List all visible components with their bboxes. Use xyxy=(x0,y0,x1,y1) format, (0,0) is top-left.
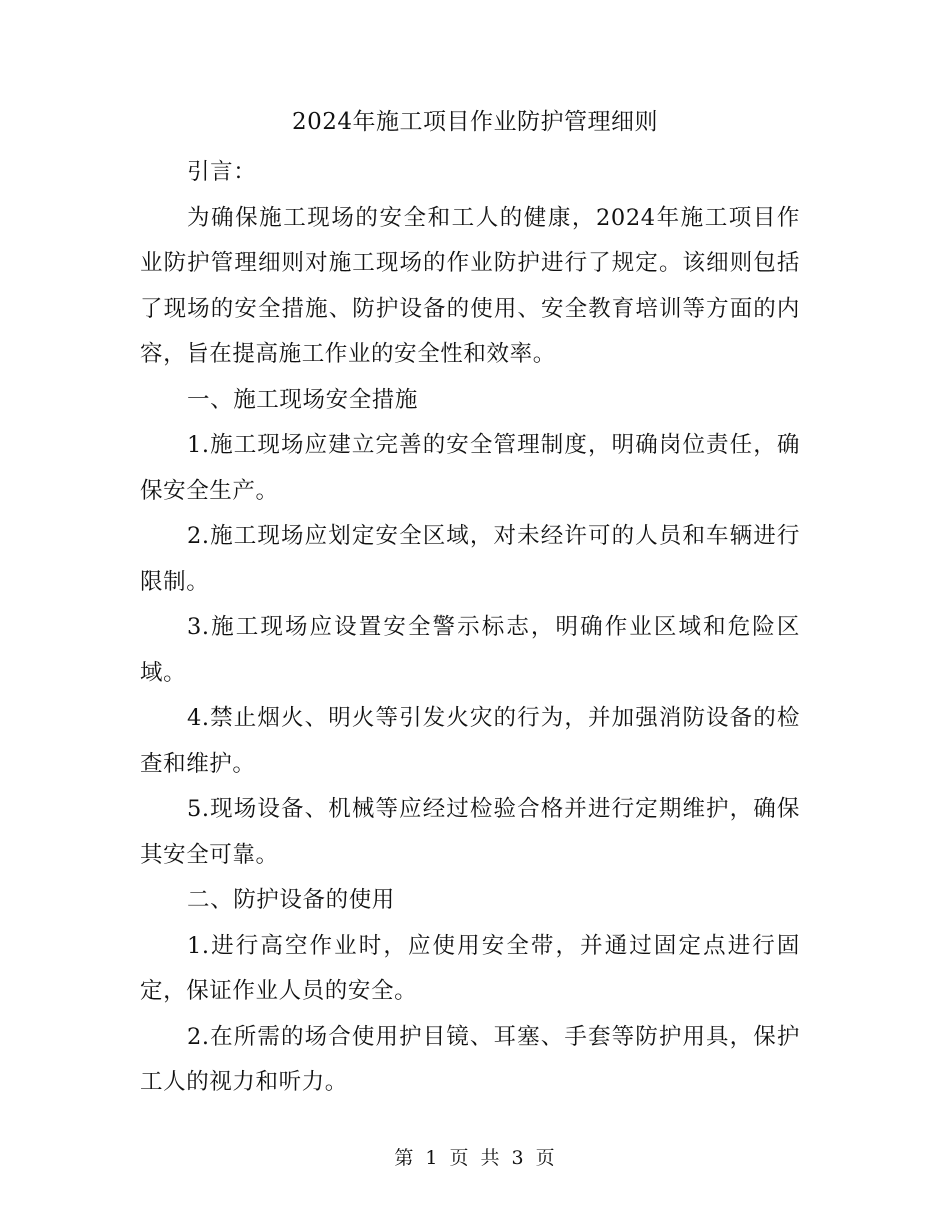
list-item: 5.现场设备、机械等应经过检验合格并进行定期维护，确保其安全可靠。 xyxy=(140,796,800,868)
page-number-footer: 第 1 页 共 3 页 xyxy=(394,1147,556,1169)
section-heading-site-safety: 一、施工现场安全措施 xyxy=(187,386,419,413)
list-item: 3.施工现场应设置安全警示标志，明确作业区域和危险区域。 xyxy=(140,614,800,686)
list-item: 4.禁止烟火、明火等引发火灾的行为，并加强消防设备的检查和维护。 xyxy=(140,705,800,777)
document-body xyxy=(140,150,800,1106)
intro-paragraph: 为确保施工现场的安全和工人的健康，2024年施工项目作业防护管理细则对施工现场的作业防护进行了规定。该细则包括了现场的安全措施、防护设备的使用、安全教育培训等方面的内容，旨在提高施工作业的安全性和效率。 xyxy=(140,204,800,367)
document-title: 2024年施工项目作业防护管理细则 xyxy=(291,109,659,135)
list-item: 1.进行高空作业时，应使用安全带，并通过固定点进行固定，保证作业人员的安全。 xyxy=(140,932,800,1004)
list-item: 2.在所需的场合使用护目镜、耳塞、手套等防护用具，保护工人的视力和听力。 xyxy=(140,1023,800,1095)
list-item: 2.施工现场应划定安全区域，对未经许可的人员和车辆进行限制。 xyxy=(140,523,800,595)
list-item: 1.施工现场应建立完善的安全管理制度，明确岗位责任，确保安全生产。 xyxy=(140,432,800,504)
intro-heading: 引言： xyxy=(187,159,257,185)
section-heading-equipment: 二、防护设备的使用 xyxy=(187,887,395,913)
